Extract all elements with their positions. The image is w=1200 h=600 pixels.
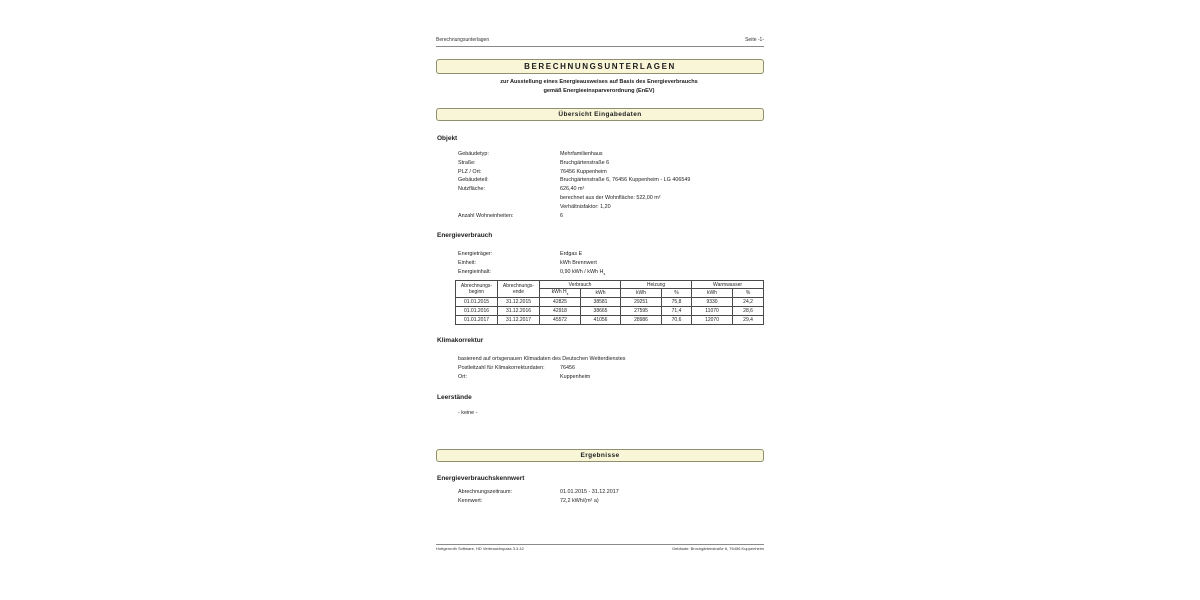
field-label: Kennwert: [458, 497, 483, 504]
field-label: Energieträger: [458, 251, 493, 257]
field-value: kWh Brennwert [560, 259, 597, 266]
doc-subtitle [430, 78, 768, 95]
footer-software-info: Hottgenroth Software, HD Verbrauchspass 3.3.42 [436, 546, 524, 551]
main-title-band: BERECHNUNGSUNTERLAGEN [436, 59, 764, 74]
section-objekt-heading: Objekt [437, 135, 458, 142]
field-value: Kuppenheim [560, 373, 591, 380]
consumption-table [455, 280, 764, 325]
subtitle-line1: zur Ausstellung eines Energieausweises auf Basis des Energieverbrauchs [500, 79, 698, 85]
col-header-kwh-hs: kWh $H_s$ [540, 289, 581, 298]
cell-verbrauch-hs: 42825 [540, 298, 581, 307]
field-row-energieinhalt [458, 268, 764, 279]
field-value: 76456 [560, 364, 575, 371]
cell-ende: 31.12.2017 [498, 316, 540, 325]
cell-heizung-pct: 75,8 [662, 298, 692, 307]
field-label: Abrechnungszeitraum: [458, 489, 512, 495]
field-label: Postleitzahl für Klimakorrekturdaten: [458, 364, 545, 371]
page-header [436, 37, 764, 47]
cell-heizung-pct: 71,4 [662, 307, 692, 316]
field-row-einheit [458, 259, 764, 268]
field-label [458, 194, 560, 203]
field-value: 76456 Kuppenheim [560, 168, 607, 175]
col-header-verbrauch-kwh: kWh [581, 289, 621, 298]
col-header-heizung-pct: % [662, 289, 692, 298]
field-value: Bruchgärtenstraße 6 [560, 159, 610, 166]
klimakorrektur-note: basierend auf ortsgenauen Klimadaten des Deutschen Wetterdienstes [458, 356, 626, 362]
col-group-warmwasser: Warmwasser [692, 281, 764, 289]
table-row [456, 307, 764, 316]
section-leerstaende-heading: Leerstände [437, 394, 472, 401]
subtitle-line2: gemäß Energieeinsparverordnung (EnEV) [543, 87, 655, 94]
col-header-abrechnungsende: Abrechnungs- ende [498, 281, 540, 298]
cell-verbrauch-kwh: 38665 [581, 307, 621, 316]
field-value: 72,2 kWh/(m² a) [560, 497, 599, 504]
field-row-wohnflaeche-note [458, 194, 764, 203]
field-value: 626,40 m² [560, 186, 585, 193]
cell-verbrauch-hs: 42918 [540, 307, 581, 316]
cell-heizung-kwh: 27595 [621, 307, 662, 316]
page-footer [436, 546, 764, 551]
field-label: Energieinhalt: [458, 268, 491, 275]
document-page [430, 0, 768, 600]
field-label: Anzahl Wohneinheiten: [458, 212, 514, 219]
footer-building-info: Gebäude: Bruchgärtenstraße 6, 76456 Kuppenheim [671, 546, 764, 551]
cell-beginn: 01.01.2015 [456, 298, 498, 307]
field-label: Gebäudetyp: [458, 151, 489, 157]
field-row-kennwert [458, 497, 764, 506]
field-value: 0,90 kWh / kWh $H_s$ [560, 268, 606, 276]
table-row [456, 298, 764, 307]
cell-warmwasser-kwh: 11070 [692, 307, 733, 316]
field-row-verhaeltnisfaktor [458, 203, 764, 212]
hs-subscript: s [566, 292, 569, 296]
col-header-warmwasser-kwh: kWh [692, 289, 733, 298]
cell-ende: 31.12.2015 [498, 298, 540, 307]
cell-warmwasser-pct: 28,6 [733, 307, 764, 316]
field-value: Erdgas E [560, 251, 583, 257]
col-header-abrechnungsbeginn: Abrechnungs- beginn [456, 281, 498, 298]
field-row-strasse [458, 159, 764, 168]
energieverbrauch-fields [458, 250, 764, 278]
field-row-wohneinheiten [458, 212, 764, 221]
cell-warmwasser-pct: 24,2 [733, 298, 764, 307]
klimakorrektur-fields [458, 355, 764, 381]
field-row-gebaeudetyp [458, 150, 764, 159]
field-label: PLZ / Ort: [458, 168, 482, 175]
section-klimakorrektur-heading: Klimakorrektur [437, 337, 484, 344]
field-label: Ort: [458, 373, 467, 380]
header-doc-type: Berechnungsunterlagen [436, 37, 490, 43]
field-row-ort [458, 373, 764, 382]
klimakorrektur-note-row [458, 355, 764, 364]
cell-beginn: 01.01.2016 [456, 307, 498, 316]
cell-verbrauch-kwh: 41056 [581, 316, 621, 325]
cell-warmwasser-pct: 29,4 [733, 316, 764, 325]
cell-heizung-kwh: 28986 [621, 316, 662, 325]
section-energieverbrauch-heading: Energieverbrauch [437, 232, 493, 239]
field-label [458, 203, 560, 212]
cell-beginn: 01.01.2017 [456, 316, 498, 325]
col-group-verbrauch: Verbrauch [540, 281, 621, 289]
leerstaende-value: - keine - [458, 410, 478, 416]
cell-warmwasser-kwh: 9330 [692, 298, 733, 307]
section-kennwert-heading: Energieverbrauchskennwert [437, 475, 525, 482]
col-header-heizung-kwh: kWh [621, 289, 662, 298]
field-value: berechnet aus der Wohnfläche: 522,00 m² [560, 194, 661, 201]
table-row [456, 316, 764, 325]
field-row-postleitzahl [458, 364, 764, 373]
cell-warmwasser-kwh: 12070 [692, 316, 733, 325]
field-row-gebaeudeteil [458, 176, 764, 185]
col-header-warmwasser-pct: % [733, 289, 764, 298]
field-value: Verhältnisfaktor: 1,20 [560, 203, 611, 210]
field-label: Einheit: [458, 259, 476, 266]
overview-band: Übersicht Eingabedaten [436, 108, 764, 121]
field-value: 6 [560, 212, 563, 219]
objekt-fields [458, 150, 764, 220]
footer-divider [436, 544, 764, 545]
field-label: Nutzfläche: [458, 186, 485, 193]
field-row-energietraeger [458, 250, 764, 259]
cell-heizung-kwh: 29251 [621, 298, 662, 307]
field-label: Straße: [458, 159, 476, 166]
leerstaende-fields [458, 409, 764, 418]
field-value: 01.01.2015 - 31.12.2017 [560, 489, 619, 495]
kennwert-fields [458, 488, 764, 506]
field-label: Gebäudeteil: [458, 177, 489, 184]
field-row-nutzflaeche [458, 185, 764, 194]
cell-ende: 31.12.2016 [498, 307, 540, 316]
cell-verbrauch-kwh: 38581 [581, 298, 621, 307]
page-number: Seite -1- [745, 37, 764, 43]
field-value: Mehrfamilienhaus [560, 151, 603, 157]
results-band: Ergebnisse [436, 449, 764, 462]
hs-subscript: s [603, 271, 606, 276]
cell-verbrauch-hs: 45572 [540, 316, 581, 325]
leerstaende-value-row [458, 409, 764, 418]
field-row-abrechnungszeitraum [458, 488, 764, 497]
col-group-heizung: Heizung [621, 281, 692, 289]
field-value: Bruchgärtenstraße 6, 76456 Kuppenheim - LG 406549 [560, 177, 691, 184]
field-row-plz-ort [458, 168, 764, 177]
cell-heizung-pct: 70,6 [662, 316, 692, 325]
